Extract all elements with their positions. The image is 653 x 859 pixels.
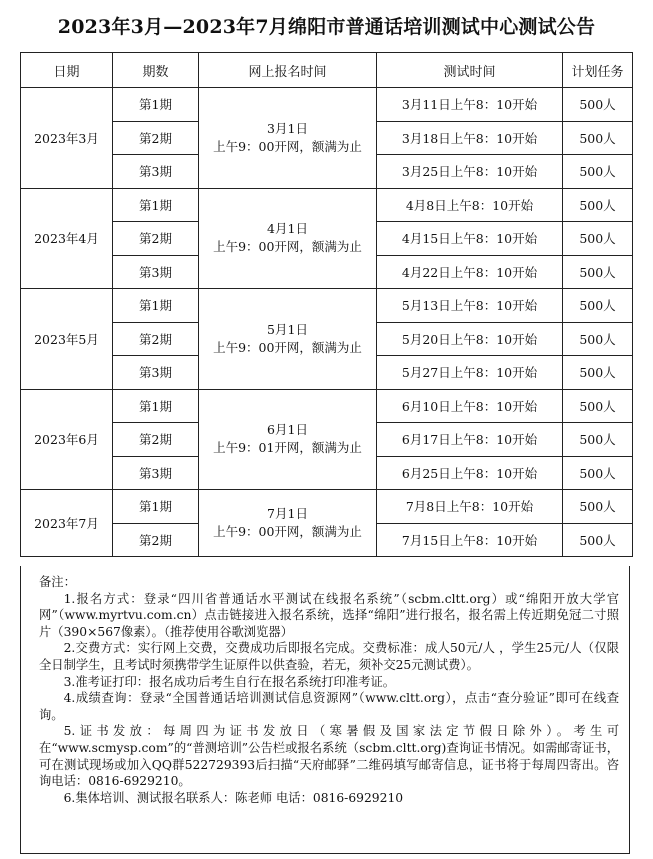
- schedule-table: [20, 52, 633, 557]
- header-quota: 计划任务: [563, 53, 633, 88]
- registration-date: 7月1日: [267, 506, 308, 521]
- quota-cell: 500人: [563, 155, 633, 189]
- table-row: [21, 389, 633, 423]
- note-registration: 1.报名方式：登录“四川省普通话水平测试在线报名系统”（scbm.cltt.org）或“绵阳开放大学官网”（www.myrtvu.com.cn）点击链接进入报名系统，选择“绵阳”进行报名，报名需上传近期免冠二寸照片（390×567像素）。（推荐使用谷歌浏览器）: [39, 591, 619, 639]
- notes-section: [20, 566, 630, 854]
- month-cell: 2023年3月: [21, 88, 113, 189]
- registration-date: 5月1日: [267, 321, 308, 337]
- quota-cell: 500人: [563, 523, 633, 557]
- quota-cell: 500人: [563, 389, 633, 423]
- table-row: [21, 490, 633, 524]
- test-time-cell: 7月8日上午8：10开始: [377, 490, 563, 524]
- period-cell: 第3期: [113, 356, 199, 390]
- note-contact: 6.集体培训、测试报名联系人：陈老师 电话：0816-6929210: [63, 790, 404, 805]
- table-row: [21, 88, 633, 122]
- registration-open-time: 上午9：00开网，额满为止: [213, 524, 362, 539]
- registration-time-cell: [199, 389, 377, 490]
- quota-cell: 500人: [563, 423, 633, 457]
- registration-time-cell: [199, 289, 377, 390]
- test-time-cell: 5月27日上午8：10开始: [377, 356, 563, 390]
- schedule-body: [21, 88, 633, 557]
- period-cell: 第1期: [113, 188, 199, 222]
- registration-date: 6月1日: [267, 422, 308, 438]
- quota-cell: 500人: [563, 255, 633, 289]
- quota-cell: 500人: [563, 121, 633, 155]
- note-admission-ticket: 3.准考证打印：报名成功后考生自行在报名系统打印准考证。: [63, 674, 396, 689]
- registration-time-cell: [199, 88, 377, 189]
- period-cell: 第2期: [113, 523, 199, 557]
- registration-open-time: 上午9：00开网，额满为止: [213, 239, 362, 255]
- period-cell: 第1期: [113, 289, 199, 323]
- registration-open-time: 上午9：01开网，额满为止: [213, 440, 362, 456]
- header-period: 期数: [113, 53, 199, 88]
- period-cell: 第1期: [113, 88, 199, 122]
- test-time-cell: 6月25日上午8：10开始: [377, 456, 563, 490]
- period-cell: 第2期: [113, 322, 199, 356]
- test-time-cell: 7月15日上午8：10开始: [377, 523, 563, 557]
- registration-time-cell: [199, 188, 377, 289]
- test-time-cell: 3月25日上午8：10开始: [377, 155, 563, 189]
- header-registration-time: 网上报名时间: [199, 53, 377, 88]
- quota-cell: 500人: [563, 289, 633, 323]
- month-cell: 2023年4月: [21, 188, 113, 289]
- test-time-cell: 4月15日上午8：10开始: [377, 222, 563, 256]
- period-cell: 第3期: [113, 155, 199, 189]
- header-date: 日期: [21, 53, 113, 88]
- note-payment: 2.交费方式：实行网上交费，交费成功后即报名完成。交费标准：成人50元/人 ，学生25元/人（仅限全日制学生，且考试时须携带学生证原件以供查验，若无，须补交25元测试费）。: [39, 641, 619, 672]
- test-time-cell: 6月10日上午8：10开始: [377, 389, 563, 423]
- table-row: [21, 289, 633, 323]
- month-cell: 2023年7月: [21, 490, 113, 557]
- registration-open-time: 上午9：00开网，额满为止: [213, 138, 362, 154]
- quota-cell: 500人: [563, 222, 633, 256]
- period-cell: 第3期: [113, 456, 199, 490]
- test-time-cell: 3月11日上午8：10开始: [377, 88, 563, 122]
- test-time-cell: 5月13日上午8：10开始: [377, 289, 563, 323]
- registration-time-cell: [199, 490, 377, 557]
- period-cell: 第1期: [113, 389, 199, 423]
- month-cell: 2023年6月: [21, 389, 113, 490]
- quota-cell: 500人: [563, 188, 633, 222]
- month-cell: 2023年5月: [21, 289, 113, 390]
- period-cell: 第1期: [113, 490, 199, 524]
- period-cell: 第2期: [113, 222, 199, 256]
- note-certificate: 5.证书发放：每周四为证书发放日（寒暑假及国家法定节假日除外）。考生可在“www.scmysp.com”的“普测培训”公告栏或报名系统（scbm.cltt.org)查询证书情况。如需邮寄证书，可在测试现场或加入QQ群522729393后扫描“天府邮驿”二维码填写邮寄信息，证书将于每周四寄出。咨询电话：0816-6929210。: [39, 724, 619, 789]
- test-time-cell: 4月22日上午8：10开始: [377, 255, 563, 289]
- quota-cell: 500人: [563, 322, 633, 356]
- quota-cell: 500人: [563, 456, 633, 490]
- test-time-cell: 3月18日上午8：10开始: [377, 121, 563, 155]
- note-score-query: 4.成绩查询：登录“全国普通话培训测试信息资源网”（www.cltt.org），点击“查分验证”即可在线查询。: [39, 691, 619, 722]
- table-header-row: [21, 53, 633, 88]
- period-cell: 第2期: [113, 121, 199, 155]
- registration-open-time: 上午9：00开网，额满为止: [213, 339, 362, 355]
- page-title: 2023年3月—2023年7月绵阳市普通话培训测试中心测试公告: [57, 16, 596, 38]
- test-time-cell: 5月20日上午8：10开始: [377, 322, 563, 356]
- header-test-time: 测试时间: [377, 53, 563, 88]
- quota-cell: 500人: [563, 490, 633, 524]
- notes-label: 备注：: [39, 575, 76, 589]
- table-row: [21, 188, 633, 222]
- period-cell: 第2期: [113, 423, 199, 457]
- quota-cell: 500人: [563, 356, 633, 390]
- period-cell: 第3期: [113, 255, 199, 289]
- quota-cell: 500人: [563, 88, 633, 122]
- registration-date: 3月1日: [267, 120, 308, 136]
- registration-date: 4月1日: [267, 221, 308, 237]
- test-time-cell: 6月17日上午8：10开始: [377, 423, 563, 457]
- test-time-cell: 4月8日上午8：10开始: [377, 188, 563, 222]
